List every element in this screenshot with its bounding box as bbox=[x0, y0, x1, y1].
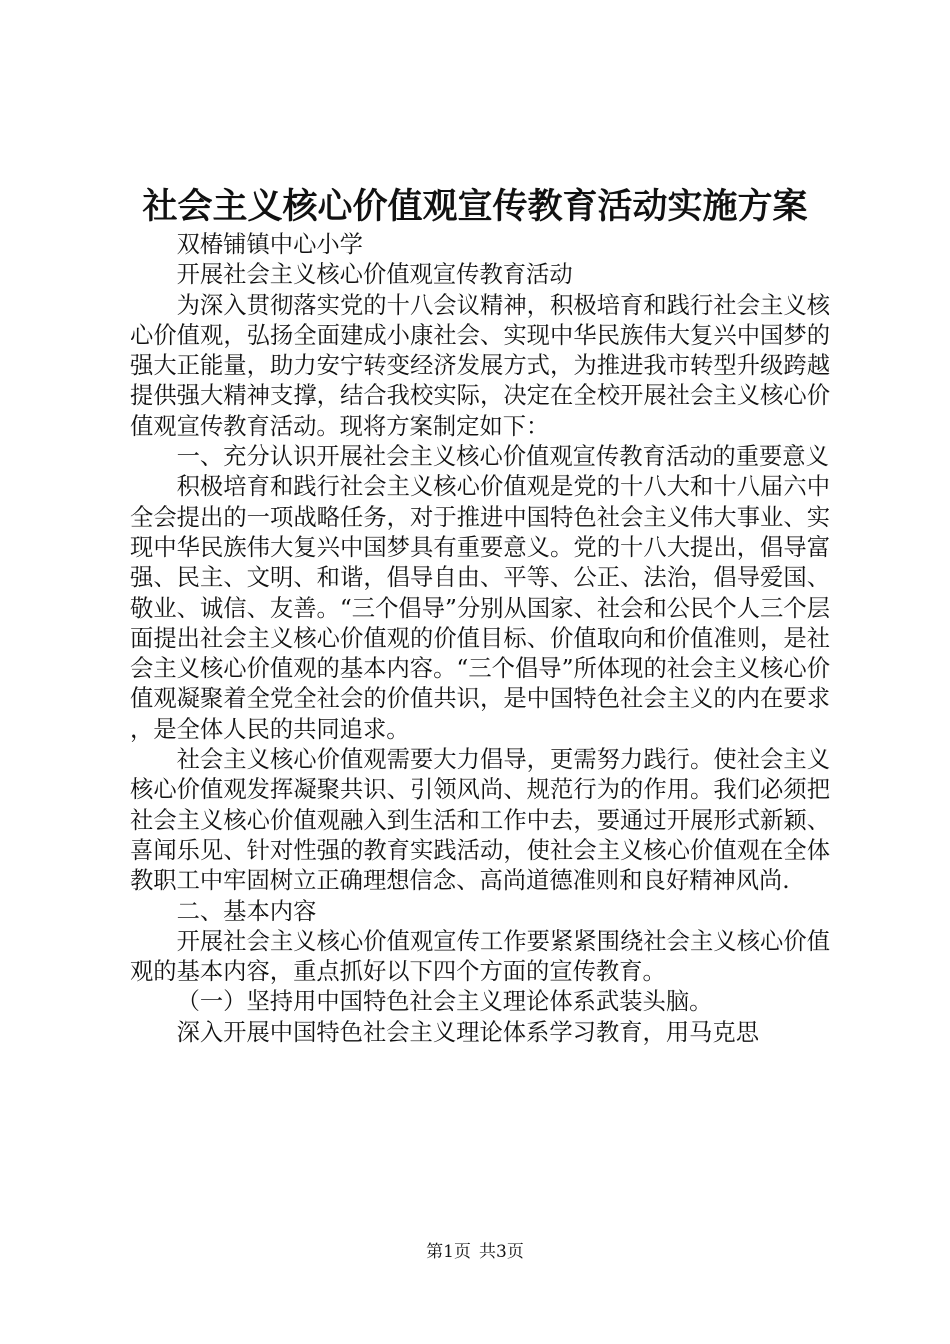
document-body bbox=[130, 230, 830, 1048]
paragraph-theory-study: 深入开展中国特色社会主义理论体系学习教育，用马克思 bbox=[176, 1018, 760, 1046]
page-total: 共3页 bbox=[479, 1242, 524, 1262]
paragraph-practice: 社会主义核心价值观需要大力倡导，更需努力践行。使社会主义核心价值观发挥凝聚共识、引领风尚、规范行为的作用。我们必须把社会主义核心价值观融入到生活和工作中去，要通过开展形式新颖、喜闻乐见、针对性强的教育实践活动，使社会主义核心价值观在全体教职工中牢固树立正确理想信念、高尚道德准则和良好精神风尚. bbox=[130, 746, 830, 895]
paragraph-basic-content: 开展社会主义核心价值观宣传工作要紧紧围绕社会主义核心价值观的基本内容，重点抓好以下四个方面的宣传教育。 bbox=[130, 927, 830, 986]
page-number: 第1页 bbox=[426, 1242, 471, 1262]
page-footer bbox=[0, 1240, 950, 1264]
section-heading-1: 一、充分认识开展社会主义核心价值观宣传教育活动的重要意义 bbox=[176, 443, 829, 471]
subsection-heading-1: （一）坚持用中国特色社会主义理论体系武装头脑。 bbox=[176, 988, 713, 1016]
document-title: 社会主义核心价值观宣传教育活动实施方案 bbox=[142, 186, 808, 227]
paragraph-intro: 为深入贯彻落实党的十八会议精神，积极培育和践行社会主义核心价值观，弘扬全面建成小康社会、实现中华民族伟大复兴中国梦的强大正能量，助力安宁转变经济发展方式，为推进我市转型升级跨越提供强大精神支撑，结合我校实际，决定在全校开展社会主义核心价值观宣传教育活动。现将方案制定如下： bbox=[130, 291, 830, 440]
paragraph-significance: 积极培育和践行社会主义核心价值观是党的十八大和十八届六中全会提出的一项战略任务，对于推进中国特色社会主义伟大事业、实现中华民族伟大复兴中国梦具有重要意义。党的十八大提出，倡导富强、民主、文明、和谐，倡导自由、平等、公正、法治，倡导爱国、敬业、诚信、友善。“三个倡导”分别从国家、社会和公民个人三个层面提出社会主义核心价值观的价值目标、价值取向和价值准则，是社会主义核心价值观的基本内容。“三个倡导”所体现的社会主义核心价值观凝聚着全党全社会的价值共识，是中国特色社会主义的内在要求，是全体人民的共同追求。 bbox=[130, 473, 830, 743]
section-heading-2: 二、基本内容 bbox=[176, 897, 317, 925]
paragraph-activity-name: 开展社会主义核心价值观宣传教育活动 bbox=[176, 261, 573, 289]
paragraph-school-name: 双椿铺镇中心小学 bbox=[176, 231, 363, 258]
